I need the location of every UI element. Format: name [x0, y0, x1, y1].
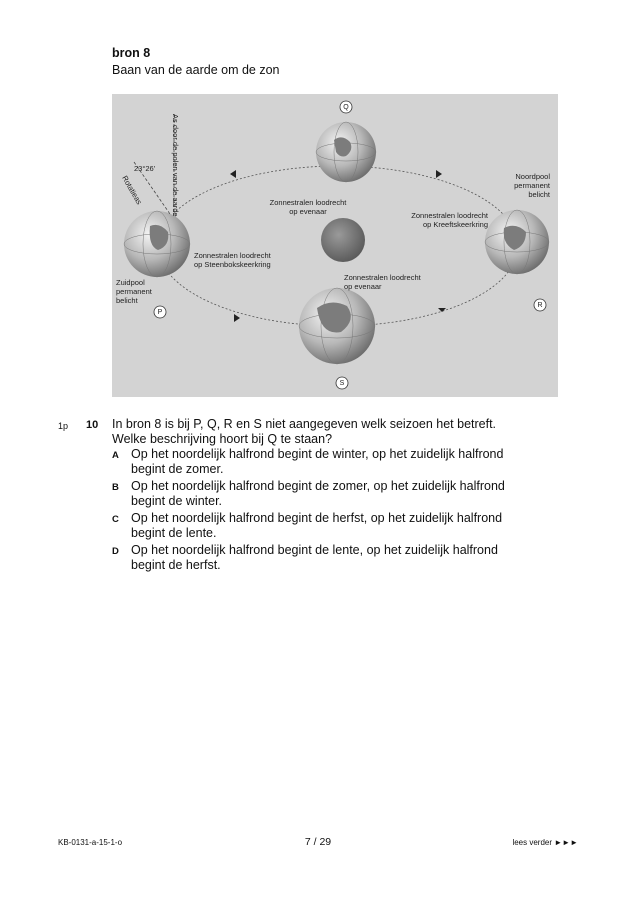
option-c-letter: C: [112, 514, 119, 525]
question-number: 10: [86, 419, 99, 431]
right-mid-label-line2: op Kreeftskeerkring: [422, 220, 488, 229]
point-p-label: P: [157, 309, 163, 316]
south-label-line1: Zuidpool: [116, 278, 145, 287]
orbit-arrow-top-left: [230, 170, 236, 178]
orbit-arrow-bottom-left: [234, 314, 240, 322]
earth-orbit-figure: [112, 94, 558, 397]
globe-s: [299, 288, 375, 364]
source-subtitle: Baan van de aarde om de zon: [112, 63, 280, 77]
south-label: [116, 278, 152, 305]
option-b-letter: B: [112, 482, 119, 493]
orbit-arrow-bottom-right: [438, 308, 446, 312]
option-a-line1: Op het noordelijk halfrond begint de winter, op het zuidelijk halfrond: [131, 447, 504, 461]
question-text: [112, 417, 572, 447]
globe-p: [124, 211, 190, 277]
question-points: 1p: [58, 421, 69, 431]
option-a-letter: A: [112, 450, 119, 461]
footer-page-number: 7 / 29: [304, 836, 332, 848]
option-a-text: [131, 447, 561, 477]
south-label-line2: permanent: [116, 287, 152, 296]
bottom-mid-label: [344, 273, 421, 291]
south-label-line3: belicht: [116, 296, 138, 305]
north-label-line3: belicht: [528, 190, 550, 199]
point-q-label: Q: [343, 104, 349, 111]
bottom-mid-label-line1: Zonnestralen loodrecht: [344, 273, 421, 282]
bottom-mid-label-line2: op evenaar: [344, 282, 382, 291]
option-a-line2: begint de zomer.: [131, 462, 224, 476]
sun: [321, 218, 365, 262]
rotation-label: Rotatieas: [120, 174, 144, 206]
option-d-letter: D: [112, 546, 119, 557]
source-title: bron 8: [112, 46, 151, 60]
question-line1: In bron 8 is bij P, Q, R en S niet aangegeven welk seizoen het betreft.: [112, 417, 497, 431]
point-s-label: S: [339, 380, 345, 387]
right-mid-label-line1: Zonnestralen loodrecht: [411, 211, 488, 220]
footer-next-page: lees verder ►►►: [512, 838, 578, 847]
north-label-line1: Noordpool: [515, 172, 550, 181]
center-top-label-line2: op evenaar: [289, 207, 327, 216]
footer-code: KB-0131-a-15-1-o: [58, 838, 123, 847]
option-d-text: [131, 543, 561, 573]
center-top-label-line1: Zonnestralen loodrecht: [269, 198, 347, 207]
globe-q: [316, 122, 376, 182]
option-c-line1: Op het noordelijk halfrond begint de herfst, op het zuidelijk halfrond: [131, 511, 503, 525]
left-mid-label: [194, 251, 271, 269]
option-b-line1: Op het noordelijk halfrond begint de zomer, op het zuidelijk halfrond: [131, 479, 505, 493]
left-mid-label-line2: op Steenbokskeerkring: [194, 260, 271, 269]
north-label-line2: permanent: [514, 181, 550, 190]
center-top-label: [252, 198, 364, 216]
right-mid-label: [382, 211, 488, 229]
axis-label: As door de polen van de aarde: [171, 114, 180, 217]
globe-r: [485, 210, 549, 274]
option-c-line2: begint de lente.: [131, 526, 217, 540]
orbit-arrow-top-right: [436, 170, 442, 178]
option-c-text: [131, 511, 561, 541]
north-label: [496, 172, 550, 199]
option-d-line2: begint de herfst.: [131, 558, 221, 572]
option-b-line2: begint de winter.: [131, 494, 223, 508]
left-mid-label-line1: Zonnestralen loodrecht: [194, 251, 271, 260]
angle-label: 23°26': [134, 164, 156, 173]
question-line2: Welke beschrijving hoort bij Q te staan?: [112, 432, 333, 446]
point-r-label: R: [537, 302, 543, 309]
option-b-text: [131, 479, 561, 509]
option-d-line1: Op het noordelijk halfrond begint de lente, op het zuidelijk halfrond: [131, 543, 498, 557]
